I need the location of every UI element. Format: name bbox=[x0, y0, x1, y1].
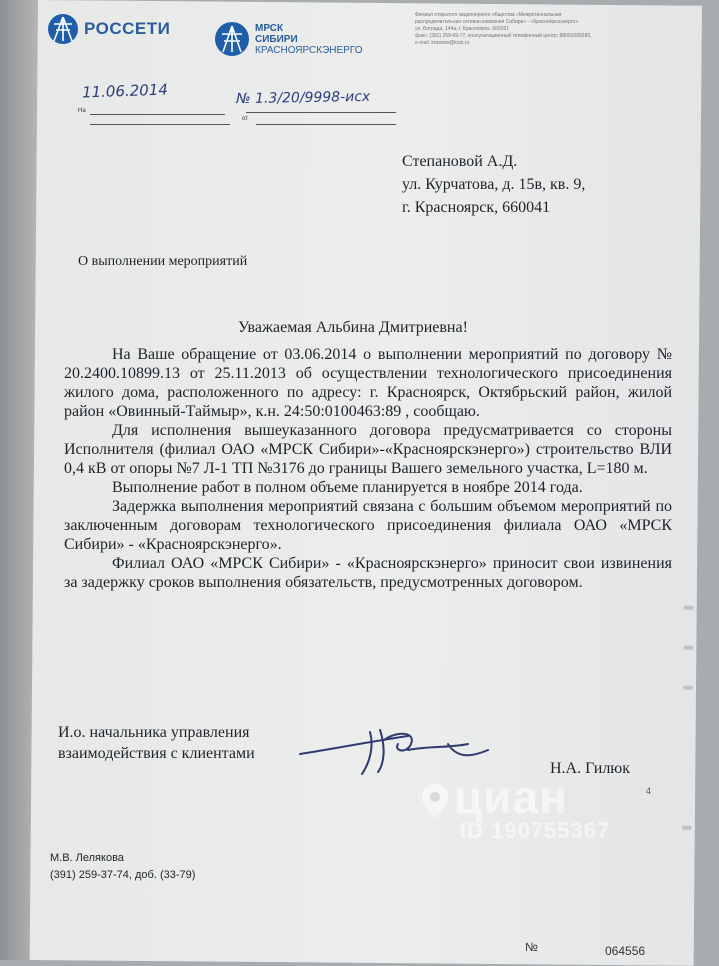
punch-mark bbox=[682, 826, 692, 830]
executor-info bbox=[50, 850, 195, 884]
body-paragraph: Выполнение работ в полном объеме планируется в ноябре 2014 года. bbox=[112, 479, 583, 496]
company-info-line: распределительная сетевая компания Сибири» - «Красноярскэнерго» bbox=[415, 19, 579, 25]
company-info bbox=[415, 12, 665, 47]
punch-mark bbox=[683, 646, 693, 650]
watermark-brand bbox=[420, 770, 610, 824]
recipient-city: г. Красноярск, 660041 bbox=[402, 199, 551, 216]
company-info-line: ул. Бограда, 144а, г. Красноярск, 660021 bbox=[415, 26, 510, 32]
body-paragraph: На Ваше обращение от 03.06.2014 о выполнении мероприятий по договору № 20.2400.10899.13 от 25.11.2013 об осуществлении технологического присоединения жилого дома, расположенного по адресу: г. Красноярск, Октябрьский район, жилой район «Овинный-Таймыр», к.н. 24:50:0100463:89 , сообщаю. bbox=[64, 346, 672, 420]
mrsk-line1: МРСК bbox=[255, 22, 284, 34]
watermark-id: ID 190755367 bbox=[460, 818, 611, 843]
mrsk-wordmark bbox=[255, 23, 363, 56]
signatory-title-line1: И.о. начальника управления bbox=[58, 724, 250, 741]
serial-label: № bbox=[525, 940, 538, 954]
signatory-title-line2: взаимодействия с клиентами bbox=[58, 745, 255, 762]
recipient-address bbox=[402, 150, 585, 219]
signatory-title bbox=[58, 722, 255, 764]
outgoing-number: № 1.3/20/9998-исх bbox=[235, 88, 371, 108]
punch-mark bbox=[683, 686, 693, 690]
body-paragraph: Для исполнения вышеуказанного договора предусматривается со стороны Исполнителя (филиал ОАО «МРСК Сибири»-«Красноярскэнерго») строительство ВЛИ 0,4 кВ от опоры №7 Л-1 ТП №3176 до границы Вашего земельного участка, L=180 м. bbox=[64, 422, 672, 477]
letter-subject: О выполнении мероприятий bbox=[78, 254, 248, 269]
executor-name: М.В. Лелякова bbox=[50, 852, 124, 864]
date-underline bbox=[90, 114, 225, 115]
recipient-street: ул. Курчатова, д. 15в, кв. 9, bbox=[402, 176, 586, 193]
mrsk-line3: КРАСНОЯРСКЭНЕРГО bbox=[255, 44, 363, 56]
rosseti-logo bbox=[48, 14, 170, 44]
na-label: На bbox=[78, 108, 86, 114]
number-underline bbox=[246, 112, 396, 113]
ot-underline bbox=[256, 124, 396, 125]
watermark-brand-text: циан bbox=[454, 771, 568, 823]
body-paragraph: Филиал ОАО «МРСК Сибири» - «Красноярскэнерго» приносит свои извинения за задержку сроков выполнения обязательств, предусмотренных договором. bbox=[64, 555, 672, 591]
mrsk-emblem-icon bbox=[215, 22, 249, 56]
company-info-line: факс: (391) 259-69-77, консультационный телефонный центр: 88001000280, bbox=[415, 33, 592, 39]
serial-number: 064556 bbox=[605, 944, 646, 958]
recipient-name: Степановой А.Д. bbox=[402, 153, 518, 170]
rosseti-emblem-icon bbox=[48, 14, 78, 44]
page-mark: 4 bbox=[646, 786, 652, 796]
rosseti-wordmark: РОССЕТИ bbox=[84, 19, 171, 38]
company-info-line: Филиал открытого акционерного общества «Межрегиональная bbox=[415, 12, 562, 18]
executor-phone: (391) 259-37-74, доб. (33-79) bbox=[50, 869, 196, 881]
location-pin-icon bbox=[420, 782, 450, 820]
cian-watermark bbox=[420, 770, 610, 844]
company-info-line: e-mail: krasnoe@krsk.ru bbox=[415, 40, 470, 46]
punch-mark bbox=[684, 606, 694, 610]
ot-label: от bbox=[242, 116, 248, 122]
body-paragraph: Задержка выполнения мероприятий связана с большим объемом мероприятий по заключенным договорам технологического присоединения филиала ОАО «МРСК Сибири» - «Красноярскэнерго». bbox=[64, 498, 672, 553]
mrsk-logo bbox=[215, 22, 363, 56]
greeting: Уважаемая Альбина Дмитриевна! bbox=[238, 319, 468, 336]
na-underline bbox=[90, 124, 230, 125]
outgoing-date: 11.06.2014 bbox=[81, 80, 169, 102]
signatory-name: Н.А. Гилюк bbox=[550, 760, 631, 777]
letter-body bbox=[64, 345, 672, 592]
mrsk-line2: СИБИРИ bbox=[255, 33, 298, 45]
